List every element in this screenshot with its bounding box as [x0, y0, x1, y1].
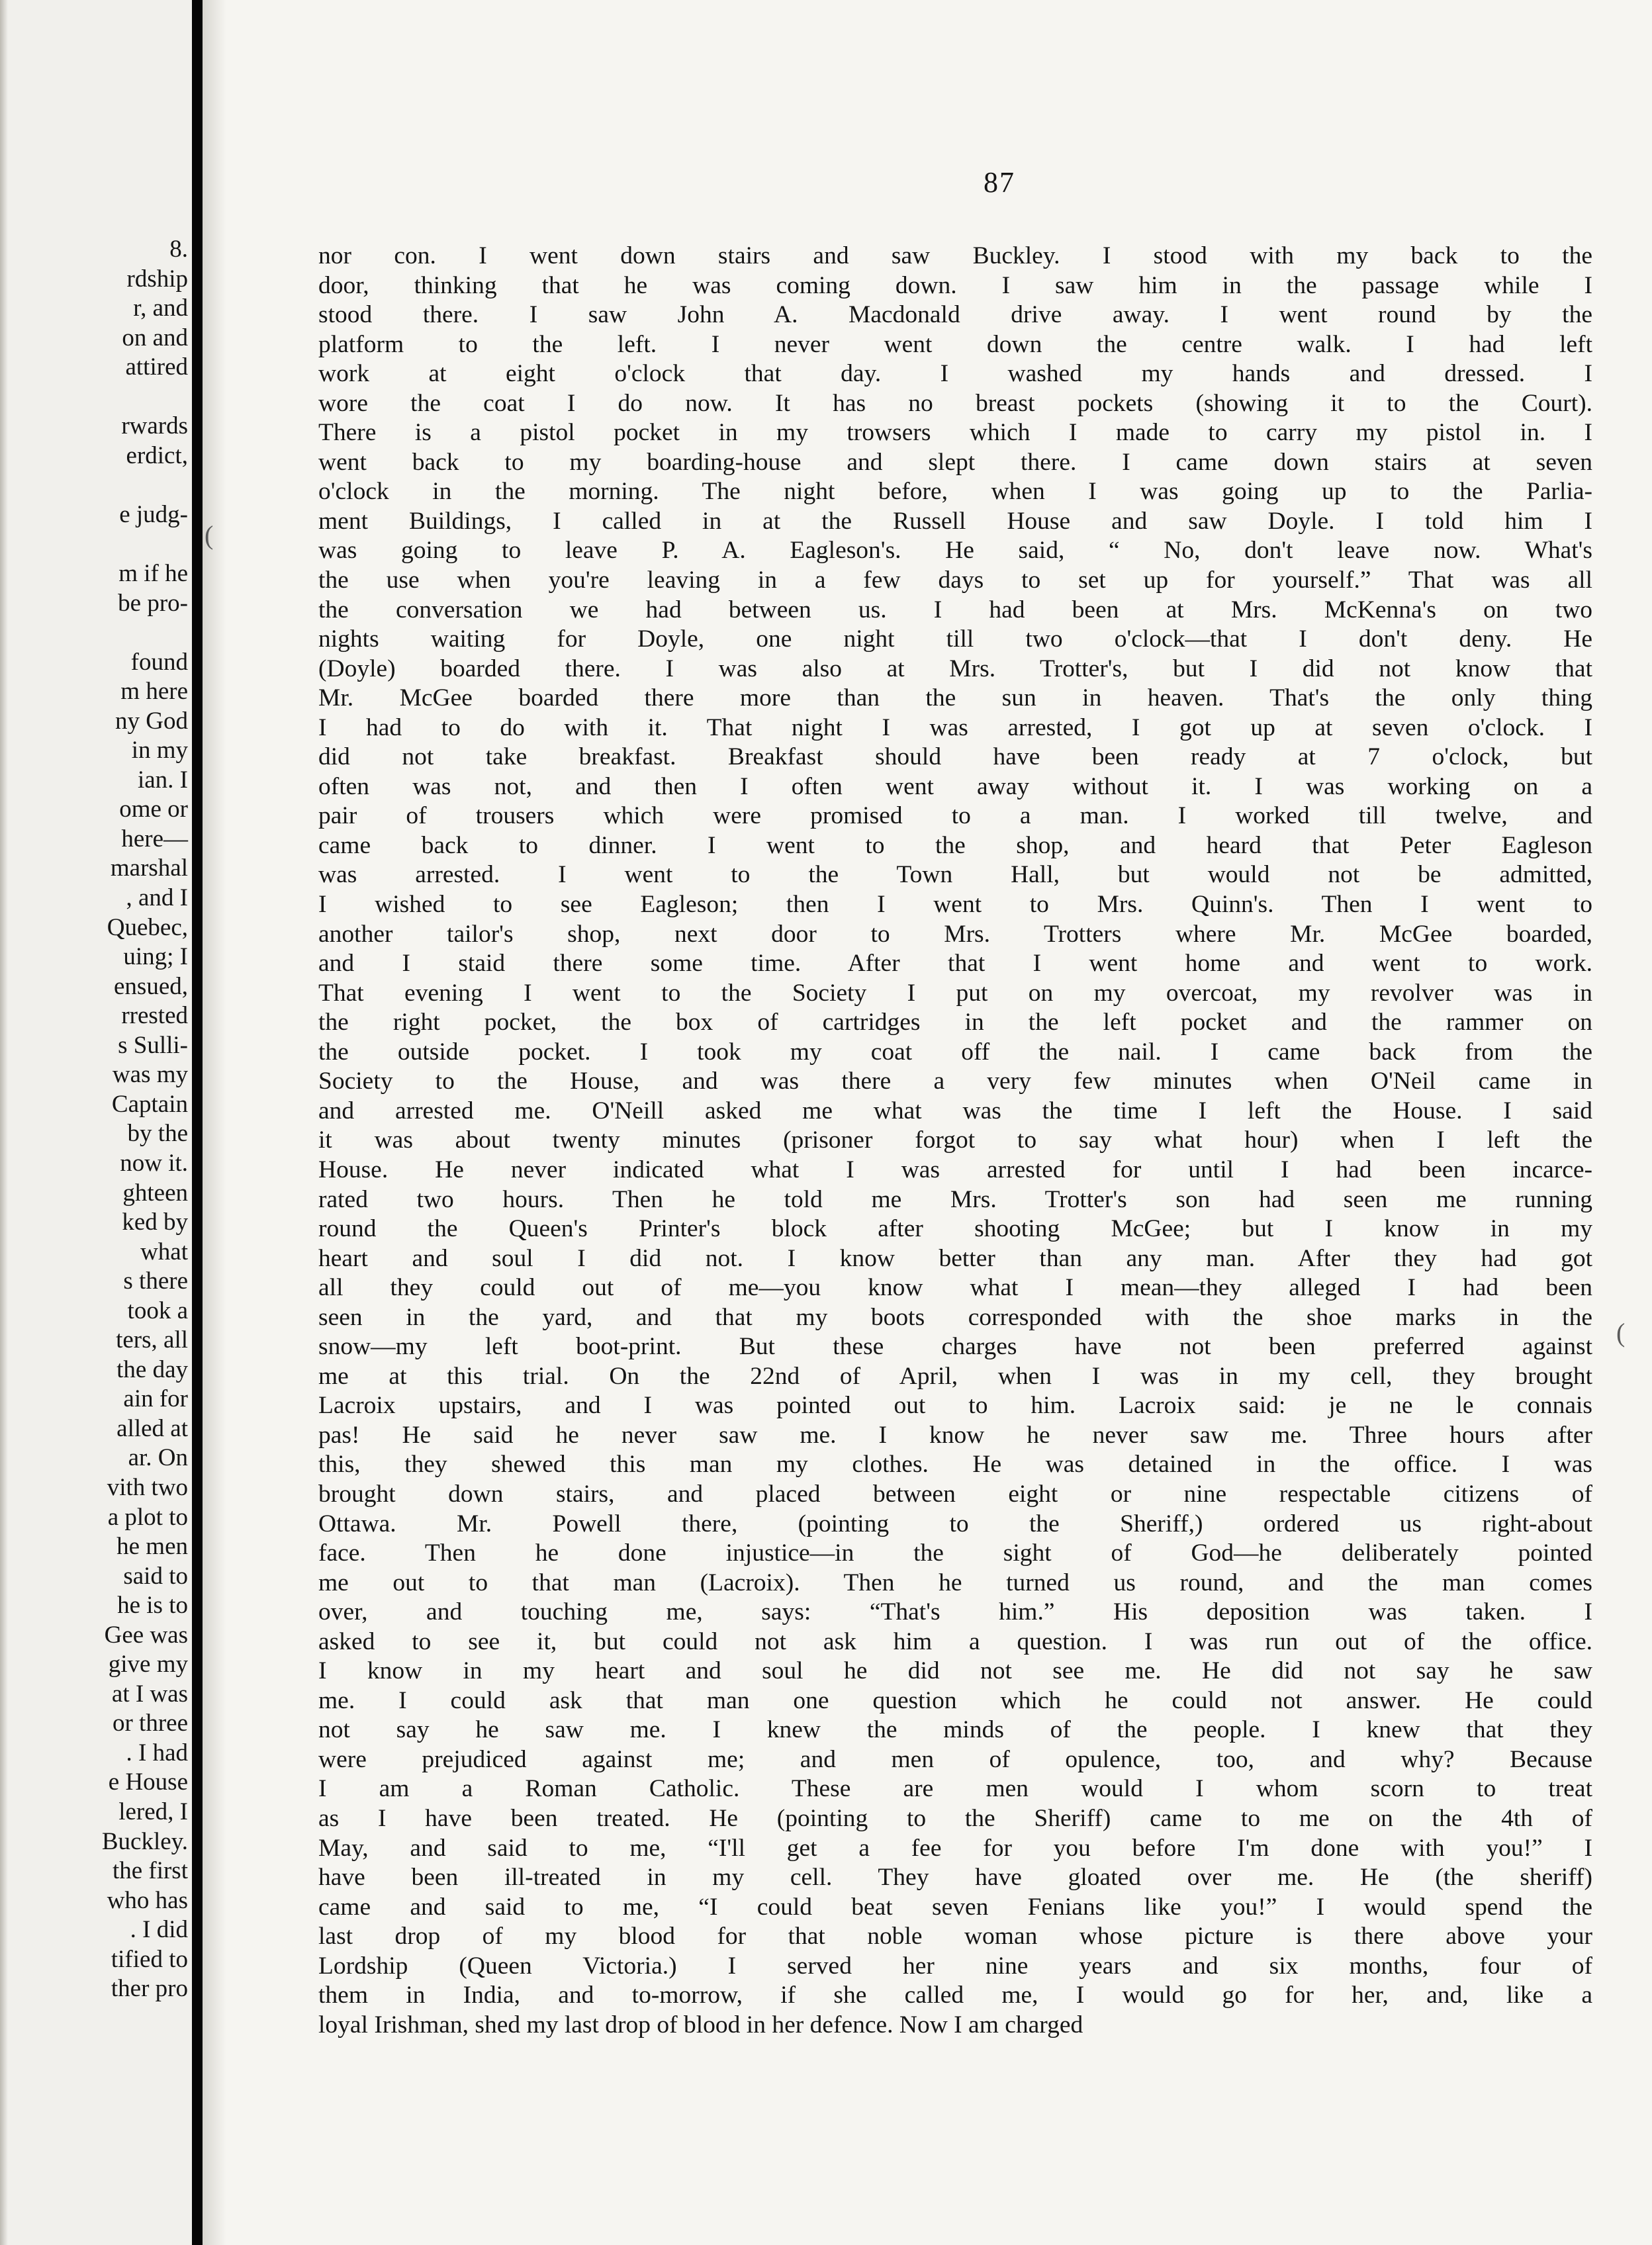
previous-page-line: s Sulli-	[118, 1031, 188, 1059]
text-line: was arrested. I went to the Town Hall, but would not be admitted,	[318, 861, 1592, 889]
text-line: it was about twenty minutes (prisoner forgot to say what hour) when I left the	[318, 1126, 1592, 1154]
text-line: the use when you're leaving in a few days to set up for yourself.” That was all	[318, 567, 1592, 594]
previous-page-line: ensued,	[114, 972, 188, 1000]
text-line: the right pocket, the box of cartridges in the left pocket and the rammer on	[318, 1009, 1592, 1036]
text-line: was going to leave P. A. Eagleson's. He said, “ No, don't leave now. What's	[318, 537, 1592, 565]
text-line: seen in the yard, and that my boots corresponded with the shoe marks in the	[318, 1303, 1592, 1331]
text-line: over, and touching me, says: “That's him.” His deposition was taken. I	[318, 1598, 1592, 1626]
text-line: me at this trial. On the 22nd of April, when I was in my cell, they brought	[318, 1362, 1592, 1390]
text-line: Ottawa. Mr. Powell there, (pointing to the Sheriff,) ordered us right-about	[318, 1510, 1592, 1537]
previous-page-line: or three	[112, 1710, 188, 1737]
text-line: brought down stairs, and placed between eight or nine respectable citizens of	[318, 1480, 1592, 1508]
previous-page-line: attired	[125, 353, 188, 381]
text-line: all they could out of me—you know what I mean—they alleged I had been	[318, 1274, 1592, 1302]
previous-page-line: ters, all	[116, 1326, 188, 1354]
previous-page-line: , and I	[126, 884, 188, 912]
previous-page-line: uing; I	[123, 943, 188, 971]
previous-page-line: he is to	[117, 1592, 188, 1620]
previous-page-line: found	[130, 648, 188, 676]
previous-page-line	[0, 618, 188, 648]
text-line: the conversation we had between us. I had been at Mrs. McKenna's on two	[318, 596, 1592, 623]
previous-page-line: said to	[123, 1562, 188, 1590]
text-line: did not take breakfast. Breakfast should have been ready at 7 o'clock, but	[318, 743, 1592, 771]
previous-page-line: . I did	[130, 1916, 188, 1944]
previous-page-line: ked by	[122, 1209, 188, 1236]
text-line: loyal Irishman, shed my last drop of blood in her defence. Now I am charged	[318, 2011, 1083, 2039]
previous-page-line: ny God	[115, 707, 188, 735]
text-line: asked to see it, but could not ask him a question. I was run out of the office.	[318, 1627, 1592, 1655]
page-number: 87	[984, 166, 1015, 199]
text-line: Mr. McGee boarded there more than the sun in heaven. That's the only thing	[318, 684, 1592, 712]
text-line: me out to that man (Lacroix). Then he turned us round, and the man comes	[318, 1569, 1592, 1596]
previous-page-line: ian. I	[137, 766, 188, 794]
text-line: (Doyle) boarded there. I was also at Mrs. Trotter's, but I did not know that	[318, 655, 1592, 682]
previous-page-line: ar. On	[128, 1444, 188, 1472]
previous-page-line	[0, 471, 188, 500]
text-line: I am a Roman Catholic. These are men would I whom scorn to treat	[318, 1775, 1592, 1803]
text-line: nor con. I went down stairs and saw Buckley. I stood with my back to the	[318, 242, 1592, 269]
previous-page-line: ain for	[123, 1385, 188, 1413]
previous-page-line: 8.	[169, 236, 188, 263]
text-line: Society to the House, and was there a very few minutes when O'Neil came in	[318, 1068, 1592, 1095]
previous-page-line: vith two	[107, 1473, 188, 1501]
margin-bracket-mark: (	[1616, 1318, 1626, 1348]
previous-page-line: erdict,	[126, 441, 188, 469]
text-line: I had to do with it. That night I was arrested, I got up at seven o'clock. I	[318, 713, 1592, 741]
previous-page-line: ome or	[119, 796, 188, 823]
text-line: I wished to see Eagleson; then I went to Mrs. Quinn's. Then I went to	[318, 891, 1592, 919]
previous-page-line: who has	[107, 1886, 188, 1914]
previous-page-line: Gee was	[104, 1621, 188, 1649]
previous-page-line: the first	[112, 1857, 188, 1885]
previous-page-line: s there	[123, 1267, 188, 1295]
text-line: round the Queen's Printer's block after shooting McGee; but I know in my	[318, 1215, 1592, 1243]
previous-page-line: alled at	[116, 1414, 188, 1442]
text-line: House. He never indicated what I was arrested for until I had been incarce-	[318, 1156, 1592, 1183]
page-edge-shadow	[203, 0, 226, 2245]
text-line: rated two hours. Then he told me Mrs. Trotter's son had seen me running	[318, 1185, 1592, 1213]
text-line: and I staid there some time. After that I went home and went to work.	[318, 950, 1592, 978]
text-line: There is a pistol pocket in my trowsers which I made to carry my pistol in. I	[318, 419, 1592, 447]
text-line: Lacroix upstairs, and I was pointed out to him. Lacroix said: je ne le connais	[318, 1392, 1592, 1420]
text-line: have been ill-treated in my cell. They have gloated over me. He (the sheriff)	[318, 1864, 1592, 1892]
previous-page-line: e House	[108, 1768, 188, 1796]
text-line: heart and soul I did not. I know better than any man. After they had got	[318, 1244, 1592, 1272]
text-line: pas! He said he never saw me. I know he never saw me. Three hours after	[318, 1421, 1592, 1449]
previous-page-line: ghteen	[122, 1179, 188, 1207]
previous-page-text	[0, 235, 188, 2004]
previous-page-line	[0, 383, 188, 412]
text-line: came back to dinner. I went to the shop, and heard that Peter Eagleson	[318, 831, 1592, 859]
text-line: door, thinking that he was coming down. I saw him in the passage while I	[318, 271, 1592, 299]
text-line: face. Then he done injustice—in the sight of God—he deliberately pointed	[318, 1539, 1592, 1567]
text-line: came and said to me, “I could beat seven Fenians like you!” I would spend the	[318, 1893, 1592, 1921]
text-line: the outside pocket. I took my coat off the nail. I came back from the	[318, 1038, 1592, 1066]
text-line: pair of trousers which were promised to a man. I worked till twelve, and	[318, 802, 1592, 830]
previous-page-line: what	[140, 1238, 188, 1265]
text-line: o'clock in the morning. The night before, when I was going up to the Parlia-	[318, 478, 1592, 506]
previous-page-line: rwards	[121, 412, 188, 440]
previous-page-line: rrested	[121, 1002, 188, 1030]
text-line: Lordship (Queen Victoria.) I served her nine years and six months, four of	[318, 1952, 1592, 1980]
previous-page-line: ther pro	[111, 1975, 188, 2003]
text-line: snow—my left boot-print. But these charges have not been preferred against	[318, 1333, 1592, 1361]
text-line: another tailor's shop, next door to Mrs. Trotters where Mr. McGee boarded,	[318, 920, 1592, 948]
page-87	[203, 0, 1652, 2245]
previous-page-line: on and	[122, 324, 188, 351]
previous-page-line: . I had	[126, 1739, 188, 1766]
text-line: them in India, and to-morrow, if she called me, I would go for her, and, like a	[318, 1982, 1592, 2009]
text-line: nights waiting for Doyle, one night till two o'clock—that I don't deny. He	[318, 625, 1592, 653]
previous-page-line: m here	[120, 678, 188, 706]
previous-page-line: took a	[127, 1297, 188, 1324]
previous-page-line: lered, I	[118, 1798, 188, 1825]
previous-page-line: be pro-	[118, 589, 188, 617]
text-line: work at eight o'clock that day. I washed my hands and dressed. I	[318, 360, 1592, 388]
previous-page-line: the day	[116, 1355, 188, 1383]
previous-page-line: Captain	[111, 1090, 188, 1118]
margin-bracket-mark: (	[205, 520, 214, 550]
previous-page-line: here—	[121, 825, 188, 852]
text-line: That evening I went to the Society I put on my overcoat, my revolver was in	[318, 979, 1592, 1007]
previous-page-line: rdship	[126, 265, 188, 293]
text-line: me. I could ask that man one question which he could not answer. He could	[318, 1686, 1592, 1714]
text-line: were prejudiced against me; and men of opulence, too, and why? Because	[318, 1745, 1592, 1773]
previous-page-line: marshal	[110, 854, 188, 882]
previous-page-line: m if he	[118, 560, 188, 588]
previous-page-line: in my	[131, 737, 188, 764]
previous-page-line	[0, 529, 188, 559]
text-line: I know in my heart and soul he did not see me. He did not say he saw	[318, 1657, 1592, 1685]
text-line: often was not, and then I often went away without it. I was working on a	[318, 772, 1592, 800]
previous-page-line: now it.	[120, 1149, 188, 1177]
book-gutter	[192, 0, 203, 2245]
previous-page-line: r, and	[133, 295, 188, 322]
text-line: not say he saw me. I knew the minds of the people. I knew that they	[318, 1716, 1592, 1744]
previous-page-line: a plot to	[107, 1503, 188, 1531]
previous-page-line: e judg-	[119, 500, 188, 528]
text-line: and arrested me. O'Neill asked me what was the time I left the House. I said	[318, 1097, 1592, 1124]
text-line: ment Buildings, I called in at the Russell House and saw Doyle. I told him I	[318, 507, 1592, 535]
previous-page-line: tified to	[111, 1945, 188, 1973]
text-line: this, they shewed this man my clothes. He was detained in the office. I was	[318, 1451, 1592, 1479]
text-line: as I have been treated. He (pointing to the Sheriff) came to me on the 4th of	[318, 1804, 1592, 1832]
text-line: wore the coat I do now. It has no breast pockets (showing it to the Court).	[318, 389, 1592, 417]
previous-page-line: Quebec,	[107, 913, 188, 941]
text-line: last drop of my blood for that noble woman whose picture is there above your	[318, 1923, 1592, 1950]
text-line: went back to my boarding-house and slept there. I came down stairs at seven	[318, 448, 1592, 476]
previous-page-line: he men	[116, 1533, 188, 1561]
previous-page-fragment	[0, 0, 192, 2245]
previous-page-line: by the	[127, 1120, 188, 1148]
text-line: platform to the left. I never went down the centre walk. I had left	[318, 330, 1592, 358]
previous-page-line: give my	[108, 1651, 188, 1678]
page-body-text	[318, 242, 1592, 2040]
previous-page-line: at I was	[111, 1680, 188, 1708]
text-line: May, and said to me, “I'll get a fee for you before I'm done with you!” I	[318, 1834, 1592, 1862]
previous-page-line: was my	[112, 1061, 188, 1089]
previous-page-line: Buckley.	[101, 1827, 188, 1855]
text-line: stood there. I saw John A. Macdonald drive away. I went round by the	[318, 301, 1592, 329]
